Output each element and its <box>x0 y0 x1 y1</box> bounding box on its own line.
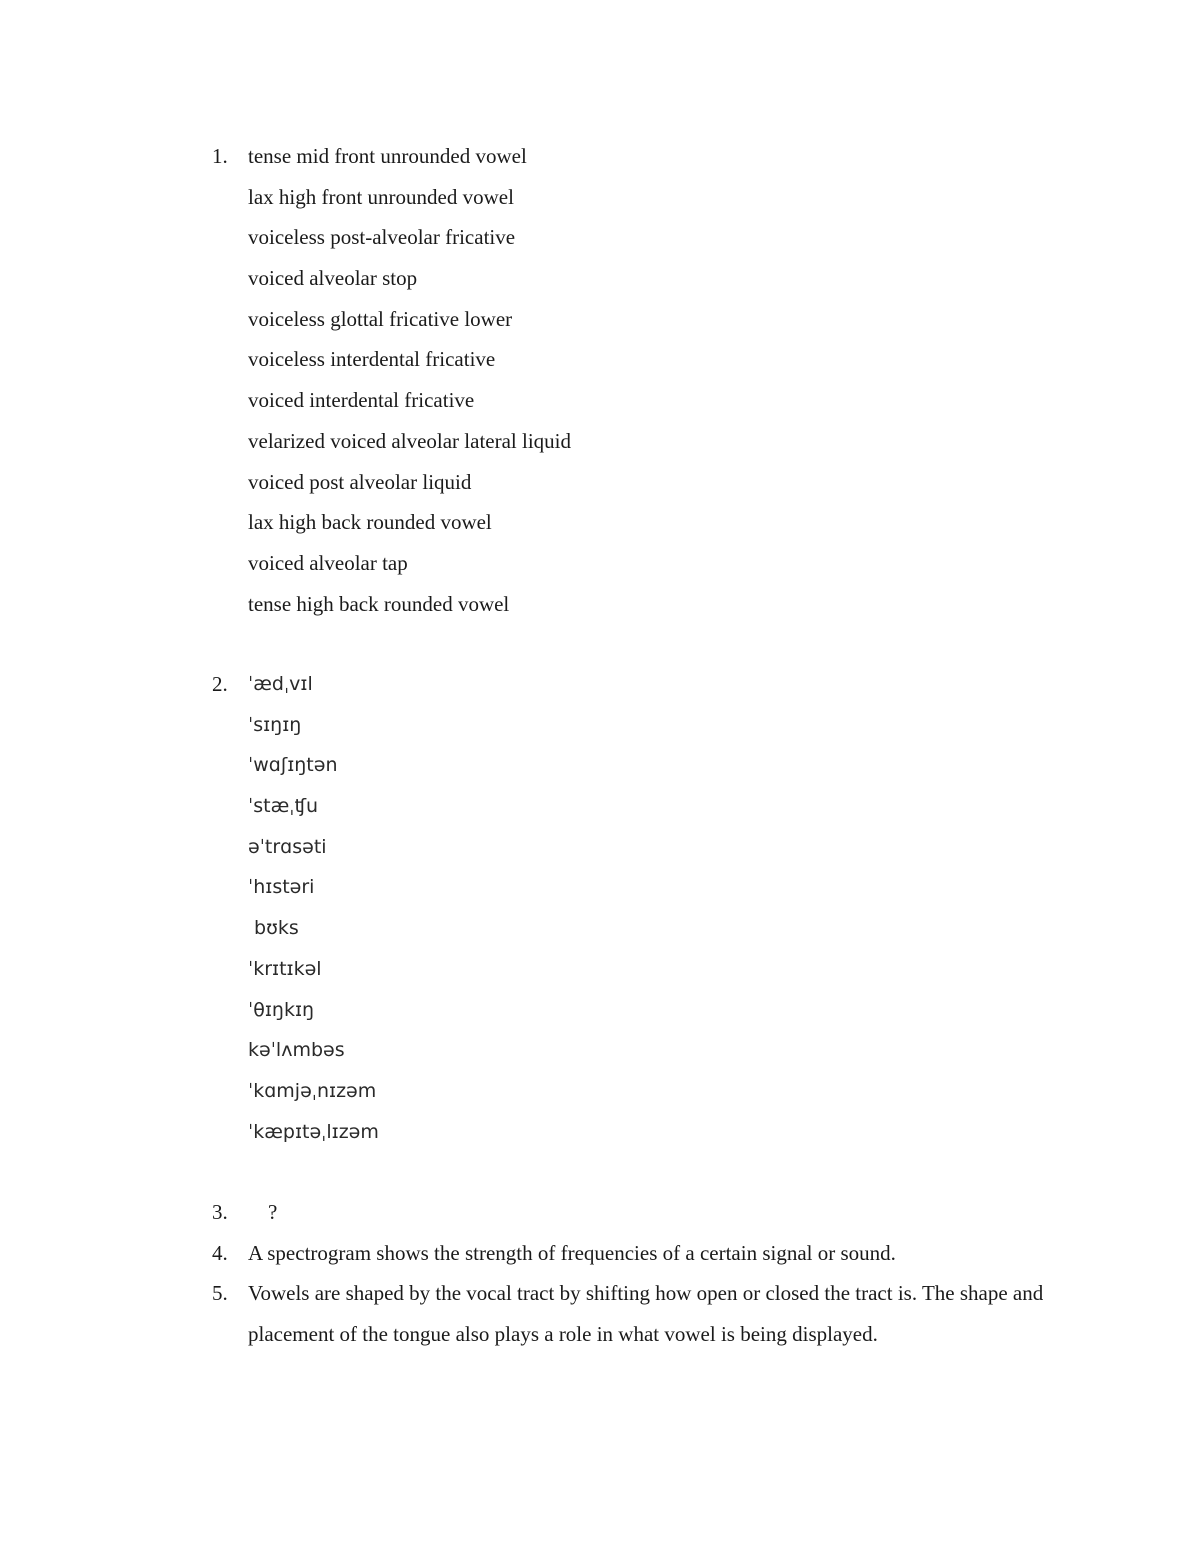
answer-4 <box>212 1233 1092 1274</box>
answer-text: A spectrogram shows the strength of frequencies of a certain signal or sound. <box>248 1241 896 1265</box>
list-item: voiceless post-alveolar fricative <box>248 225 516 250</box>
list-item: voiceless interdental fricative <box>248 347 496 372</box>
ipa-transcription: əˈtrɑsəti <box>248 835 327 858</box>
description-list <box>248 136 1092 624</box>
answer-3 <box>212 1192 1092 1233</box>
list-item: tense high back rounded vowel <box>248 591 510 616</box>
list-item: voiced post alveolar liquid <box>248 469 472 494</box>
list-item: lax high back rounded vowel <box>248 510 492 535</box>
transcription-list <box>248 664 1092 1152</box>
item-number: 4. <box>212 1241 228 1265</box>
item-number: 5. <box>212 1281 228 1305</box>
ipa-transcription: ˈsɪŋɪŋ <box>248 713 302 736</box>
ipa-transcription: bʊks <box>248 917 299 940</box>
ipa-transcription: ˈhɪstəri <box>248 876 315 899</box>
ipa-transcription: ˈkrɪtɪkəl <box>248 957 322 980</box>
list-item: velarized voiced alveolar lateral liquid <box>248 428 572 453</box>
answer-5 <box>212 1273 1092 1354</box>
item-number: 1. <box>212 144 228 168</box>
list-item: tense mid front unrounded vowel <box>248 144 527 168</box>
ipa-transcription: ˈθɪŋkɪŋ <box>248 998 315 1021</box>
answer-text: Vowels are shaped by the vocal tract by shifting how open or closed the tract is. The shape and placement of the tongue also plays a role in what vowel is being displayed. <box>248 1281 1044 1346</box>
ipa-transcription: ˈædˌvɪl <box>248 673 313 695</box>
ipa-transcription: ˈwɑʃɪŋtən <box>248 754 338 777</box>
ipa-transcription: kəˈlʌmbəs <box>248 1039 345 1062</box>
list-item: voiced alveolar stop <box>248 266 418 291</box>
answer-2 <box>212 664 1092 1152</box>
item-number: 3. <box>212 1200 228 1224</box>
item-number: 2. <box>212 672 228 696</box>
list-item: voiced interdental fricative <box>248 388 475 413</box>
ipa-transcription: ˈstæˌʧu <box>248 795 319 818</box>
list-item: voiceless glottal fricative lower <box>248 306 513 331</box>
ipa-transcription: ˈkɑmjəˌnɪzəm <box>248 1079 377 1102</box>
answer-text: ? <box>268 1200 278 1224</box>
list-item: lax high front unrounded vowel <box>248 184 514 209</box>
ipa-transcription: ˈkæpɪtəˌlɪzəm <box>248 1120 379 1143</box>
list-item: voiced alveolar tap <box>248 550 408 575</box>
answer-1 <box>212 136 1092 624</box>
